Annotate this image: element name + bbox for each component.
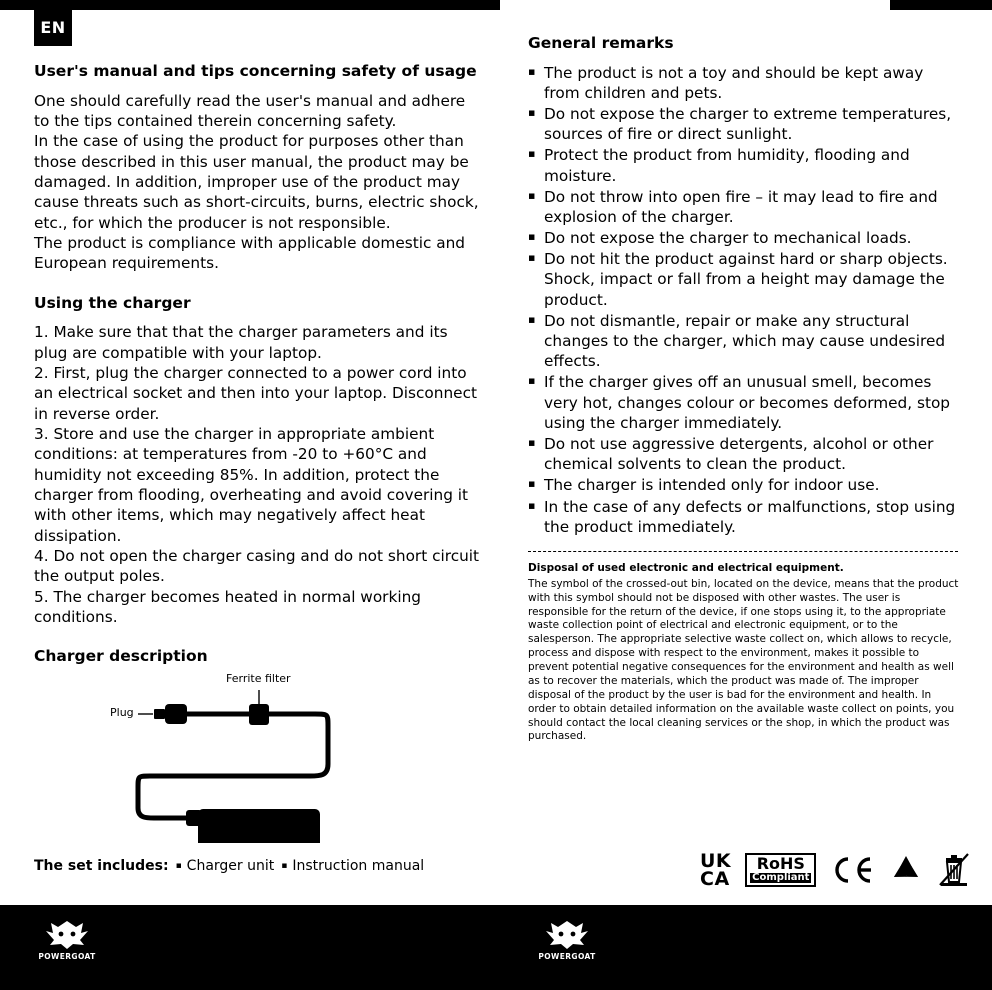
ukca-mark [700,849,732,890]
ce-icon [830,855,874,885]
list-item: ▪ In the case of any defects or malfunctions, stop using the product immediately. [528,497,960,537]
right-column [528,34,960,744]
charger-diagram [110,668,470,843]
charger-label: Charger [275,821,319,834]
set-includes [34,858,424,874]
rohs-line1: RoHS [756,853,805,873]
list-item: ▪ Do not throw into open fire – it may lead to fire and explosion of the charger. [528,187,960,227]
list-item: ▪ If the charger gives off an unusual smell, becomes very hot, changes colour or becomes deformed, stop using the charger immediately. [528,372,960,433]
top-black-bar-right [890,0,992,10]
divider [528,551,958,552]
using-charger-steps [34,322,484,627]
set-includes-item: Charger unit [186,858,275,874]
general-remarks-heading: General remarks [528,34,674,52]
ukca-line1: UK [700,849,732,872]
disposal-text: The symbol of the crossed-out bin, located on the device, means that the product with this symbol should not be disposed with other wastes. The user is responsible for the return of the device, if one stops using it, to the appropriate waste collection point of electrical and electronic equipment, or to the salesperson. The appropriate selective waste collect on, which allows to recycle, process and dispose with respect to the environment, makes it possible to prevent potential negative consequences for the environment and health as well as to recover the materials, which the product was made of. The improper disposal of the product by the user is bad for the environment and health. In order to obtain detailed information on the available waste collect on points, you should contact the local cleaning services or the shop, in which the product was purchased. [528,577,959,743]
ukca-line2: CA [700,868,730,890]
using-step: 1. Make sure that that the charger parameters and its plug are compatible with your laptop. [34,323,448,362]
manual-paragraph: In the case of using the product for purposes other than those described in this user manual, the product may be damaged. In addition, improper use of the product may cause threats such as short-circuits, burns, electric shock, etc., for which the producer is not responsible. [34,132,479,232]
set-includes-label: The set includes: [34,858,169,874]
list-item: ▪ Do not expose the charger to extreme temperatures, sources of fire or direct sunlight. [528,104,960,144]
plug-label: Plug [110,706,134,719]
brand-logo-text: POWERGOAT [538,952,596,961]
manual-paragraph: One should carefully read the user's manual and adhere to the tips contained therein concerning safety. [34,91,466,130]
using-charger-heading: Using the charger [34,293,191,312]
list-item: ▪ Do not expose the charger to mechanical loads. [528,228,960,248]
list-item: ▪ The charger is intended only for indoor use. [528,475,960,495]
certification-marks [700,845,960,895]
rohs-mark [745,853,816,887]
using-step: 4. Do not open the charger casing and do not short circuit the output poles. [34,547,480,586]
list-item: ▪ Do not hit the product against hard or sharp objects. Shock, impact or fall from a height may damage the product. [528,249,960,310]
list-item: ▪ Do not dismantle, repair or make any structural changes to the charger, which may cause undesired effects. [528,311,960,372]
charger-description-heading: Charger description [34,647,208,666]
left-column [34,62,484,676]
language-badge: EN [34,8,72,46]
bottom-black-bar [0,905,992,990]
manual-paragraphs [34,91,484,274]
using-step: 5. The charger becomes heated in normal working conditions. [34,587,421,627]
brand-logo-text: POWERGOAT [38,952,96,961]
list-item: ▪ Do not use aggressive detergents, alcohol or other chemical solvents to clean the product. [528,434,960,474]
list-item: ▪ Protect the product from humidity, flooding and moisture. [528,145,960,185]
ferrite-filter-label: Ferrite filter [226,672,291,685]
top-black-bar-left [0,0,500,10]
disposal-title: Disposal of used electronic and electrical equipment. [528,561,844,574]
using-step: 2. First, plug the charger connected to a power cord into an electrical socket and then into your laptop. Disconnect in reverse order. [34,363,477,423]
general-remarks-list [528,63,960,537]
crossed-out-bin-icon [938,853,970,887]
brand-logo [32,918,102,976]
recycle-icon [888,854,924,886]
set-includes-item: Instruction manual [292,858,425,874]
list-item: ▪ The product is not a toy and should be kept away from children and pets. [528,63,960,103]
using-step: 3. Store and use the charger in appropriate ambient conditions: at temperatures from -20 to +60°C and humidity not exceeding 85%. In addition, protect the charger from flooding, overheating and avoid covering it with other items, which may negatively affect heat dissipation. [34,425,469,545]
manual-paragraph: The product is compliance with applicable domestic and European requirements. [34,234,466,273]
manual-heading: User's manual and tips concerning safety of usage [34,62,477,80]
brand-logo [532,918,602,976]
rohs-line2: Compliant [752,871,810,883]
